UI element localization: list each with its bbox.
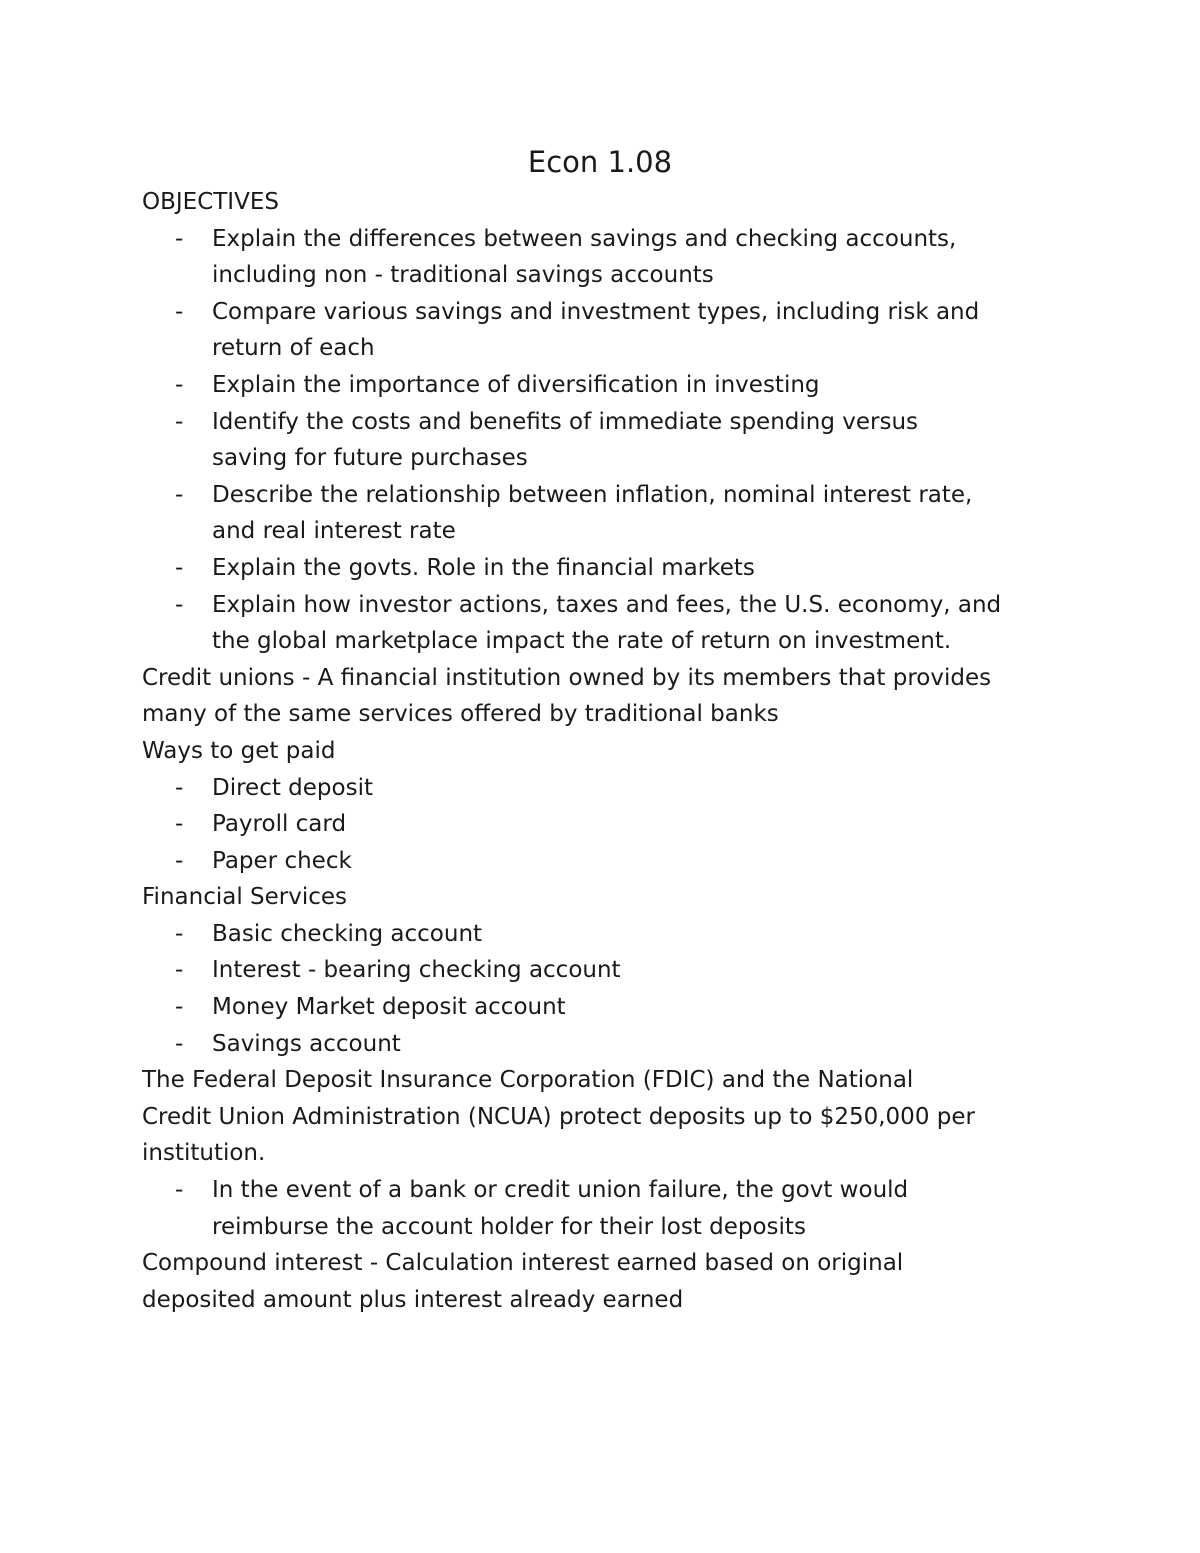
dash-bullet-icon: - bbox=[175, 408, 184, 435]
service-text: Interest - bearing checking account bbox=[212, 957, 621, 984]
fdic-notes-list bbox=[142, 1172, 1072, 1245]
list-item bbox=[142, 1172, 1072, 1245]
way-text: Payroll card bbox=[212, 811, 347, 838]
fdic-note-text: In the event of a bank or credit union failure, the govt would reimburse the account holder for their lost deposits bbox=[212, 1177, 909, 1240]
compound-interest-definition: Compound interest - Calculation interest earned based on original deposited amount plus interest already earned bbox=[142, 1250, 904, 1313]
objective-text: Explain how investor actions, taxes and fees, the U.S. economy, and the global marketplace impact the rate of return on investment. bbox=[212, 591, 1002, 655]
service-text: Money Market deposit account bbox=[212, 994, 566, 1021]
list-item bbox=[142, 1026, 1072, 1063]
objective-text: Identify the costs and benefits of immediate spending versus saving for future purchases bbox=[212, 408, 919, 472]
objective-text: Explain the govts. Role in the financial markets bbox=[212, 554, 755, 581]
dash-bullet-icon: - bbox=[175, 225, 184, 252]
objectives-heading: OBJECTIVES bbox=[142, 189, 279, 215]
dash-bullet-icon: - bbox=[175, 554, 184, 581]
list-item bbox=[142, 404, 1072, 477]
list-item bbox=[142, 770, 1072, 807]
credit-unions-definition: Credit unions - A financial institution owned by its members that provides many of the same services offered by traditional banks bbox=[142, 664, 992, 728]
dash-bullet-icon: - bbox=[175, 811, 184, 838]
list-item bbox=[142, 952, 1072, 989]
dash-bullet-icon: - bbox=[175, 994, 184, 1021]
fdic-paragraph: The Federal Deposit Insurance Corporation (FDIC) and the National Credit Union Administration (NCUA) protect deposits up to $250,000 per institution. bbox=[142, 1067, 975, 1167]
services-list bbox=[142, 916, 1072, 1062]
services-heading: Financial Services bbox=[142, 884, 348, 911]
list-item bbox=[142, 477, 1072, 550]
list-item bbox=[142, 587, 1072, 660]
dash-bullet-icon: - bbox=[175, 371, 184, 398]
list-item bbox=[142, 221, 1072, 294]
objective-text: Compare various savings and investment types, including risk and return of each bbox=[212, 298, 980, 362]
dash-bullet-icon: - bbox=[175, 847, 184, 874]
service-text: Basic checking account bbox=[212, 920, 483, 947]
ways-list bbox=[142, 770, 1072, 880]
list-item bbox=[142, 989, 1072, 1026]
dash-bullet-icon: - bbox=[175, 298, 184, 325]
ways-heading: Ways to get paid bbox=[142, 737, 336, 764]
objective-text: Explain the importance of diversification in investing bbox=[212, 371, 820, 398]
way-text: Paper check bbox=[212, 847, 352, 874]
dash-bullet-icon: - bbox=[175, 1030, 184, 1057]
list-item bbox=[142, 294, 1072, 367]
way-text: Direct deposit bbox=[212, 774, 373, 801]
list-item bbox=[142, 806, 1072, 843]
page-title: Econ 1.08 bbox=[527, 145, 673, 179]
dash-bullet-icon: - bbox=[175, 481, 184, 508]
dash-bullet-icon: - bbox=[175, 957, 184, 984]
service-text: Savings account bbox=[212, 1030, 401, 1057]
dash-bullet-icon: - bbox=[175, 1177, 184, 1204]
objective-text: Explain the differences between savings and checking accounts, including non - traditional savings accounts bbox=[212, 225, 957, 289]
list-item bbox=[142, 367, 1072, 404]
dash-bullet-icon: - bbox=[175, 591, 184, 618]
objective-text: Describe the relationship between inflation, nominal interest rate, and real interest rate bbox=[212, 481, 973, 545]
dash-bullet-icon: - bbox=[175, 920, 184, 947]
document-body bbox=[142, 184, 1072, 1318]
dash-bullet-icon: - bbox=[175, 774, 184, 801]
list-item bbox=[142, 916, 1072, 953]
objectives-list bbox=[142, 221, 1072, 660]
list-item bbox=[142, 843, 1072, 880]
list-item bbox=[142, 550, 1072, 587]
